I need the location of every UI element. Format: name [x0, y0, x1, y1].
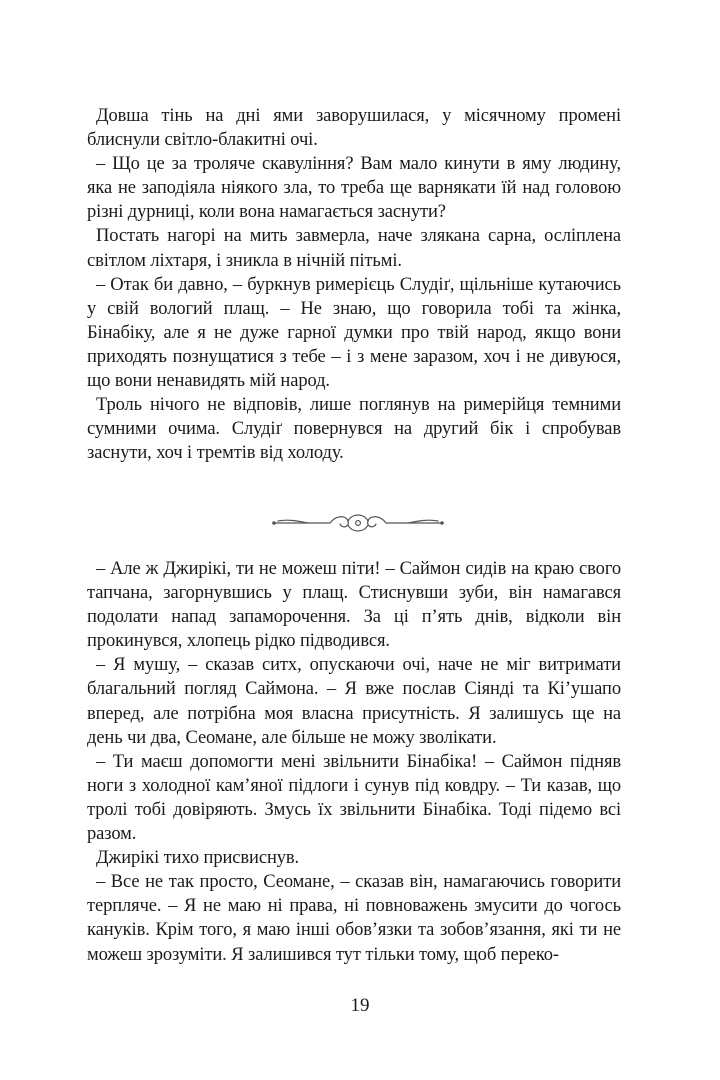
paragraph: Джирікі тихо присвиснув. [96, 848, 300, 869]
page-number: 19 [350, 995, 370, 1016]
paragraph: Постать нагорі на мить завмерла, наче злякана сарна, осліплена світлом ліхтаря, і зникла в нічній пітьмі. [87, 226, 621, 271]
paragraph: – Що це за троляче скавуління? Вам мало кинути в яму людину, яка не заподіяла ніякого зла, то треба ще варнякати їй над головою різні дурниці, коли вона намагається заснути? [87, 154, 621, 223]
text-section-1 [87, 104, 621, 465]
paragraph: Троль нічого не відповів, лише поглянув на римерійця темними сумними очима. Слудіґ повернувся на другий бік і спробував заснути, хоч і тремтів від холоду. [87, 395, 621, 464]
paragraph: – Але ж Джирікі, ти не можеш піти! – Саймон сидів на краю свого тапчана, загорнувшись у плащ. Стиснувши зуби, він намагався подолати напад запаморочення. За ці п’ять днів, відколи він прокинувся, хлопець рідко підводився. [87, 559, 621, 652]
paragraph: – Отак би давно, – буркнув римерієць Слудіґ, щільніше кутаючись у свій вологий плащ. – Не знаю, що говорила тобі та жінка, Бінабіку, але я не дуже гарної думки про твій народ, якщо вони приходять познущатися з тебе – і з мене заразом, хоч і не дивуюся, що вони ненавидять мій народ. [87, 274, 621, 392]
paragraph: Довша тінь на дні ями заворушилася, у місячному промені блиснули світло-блакитні очі. [87, 106, 621, 151]
paragraph: – Я мушу, – сказав ситх, опускаючи очі, наче не міг витримати благальний погляд Саймона. – Я вже послав Сіянді та Кі’ушапо вперед, але потрібна моя власна присутність. Я залишусь ще на день чи два, Сеомане, але більше не можу зволікати. [87, 655, 621, 748]
text-section-2 [87, 557, 621, 967]
paragraph: – Все не так просто, Сеомане, – сказав він, намагаючись говорити терпляче. – Я не маю ні права, ні повноважень змусити до чогось кануків. Крім того, я маю інші обов’язки та зобов’язання, які ти не можеш зрозуміти. Я залишився тут тільки тому, щоб переко- [87, 872, 621, 965]
section-divider-ornament-icon [268, 509, 448, 537]
paragraph: – Ти маєш допомогти мені звільнити Бінабіка! – Саймон підняв ноги з холодної кам’яної підлоги і сунув під ковдру. – Ти казав, що тролі тобі довіряють. Змусь їх звільнити Бінабіка. Тоді підемо всі разом. [87, 751, 621, 845]
